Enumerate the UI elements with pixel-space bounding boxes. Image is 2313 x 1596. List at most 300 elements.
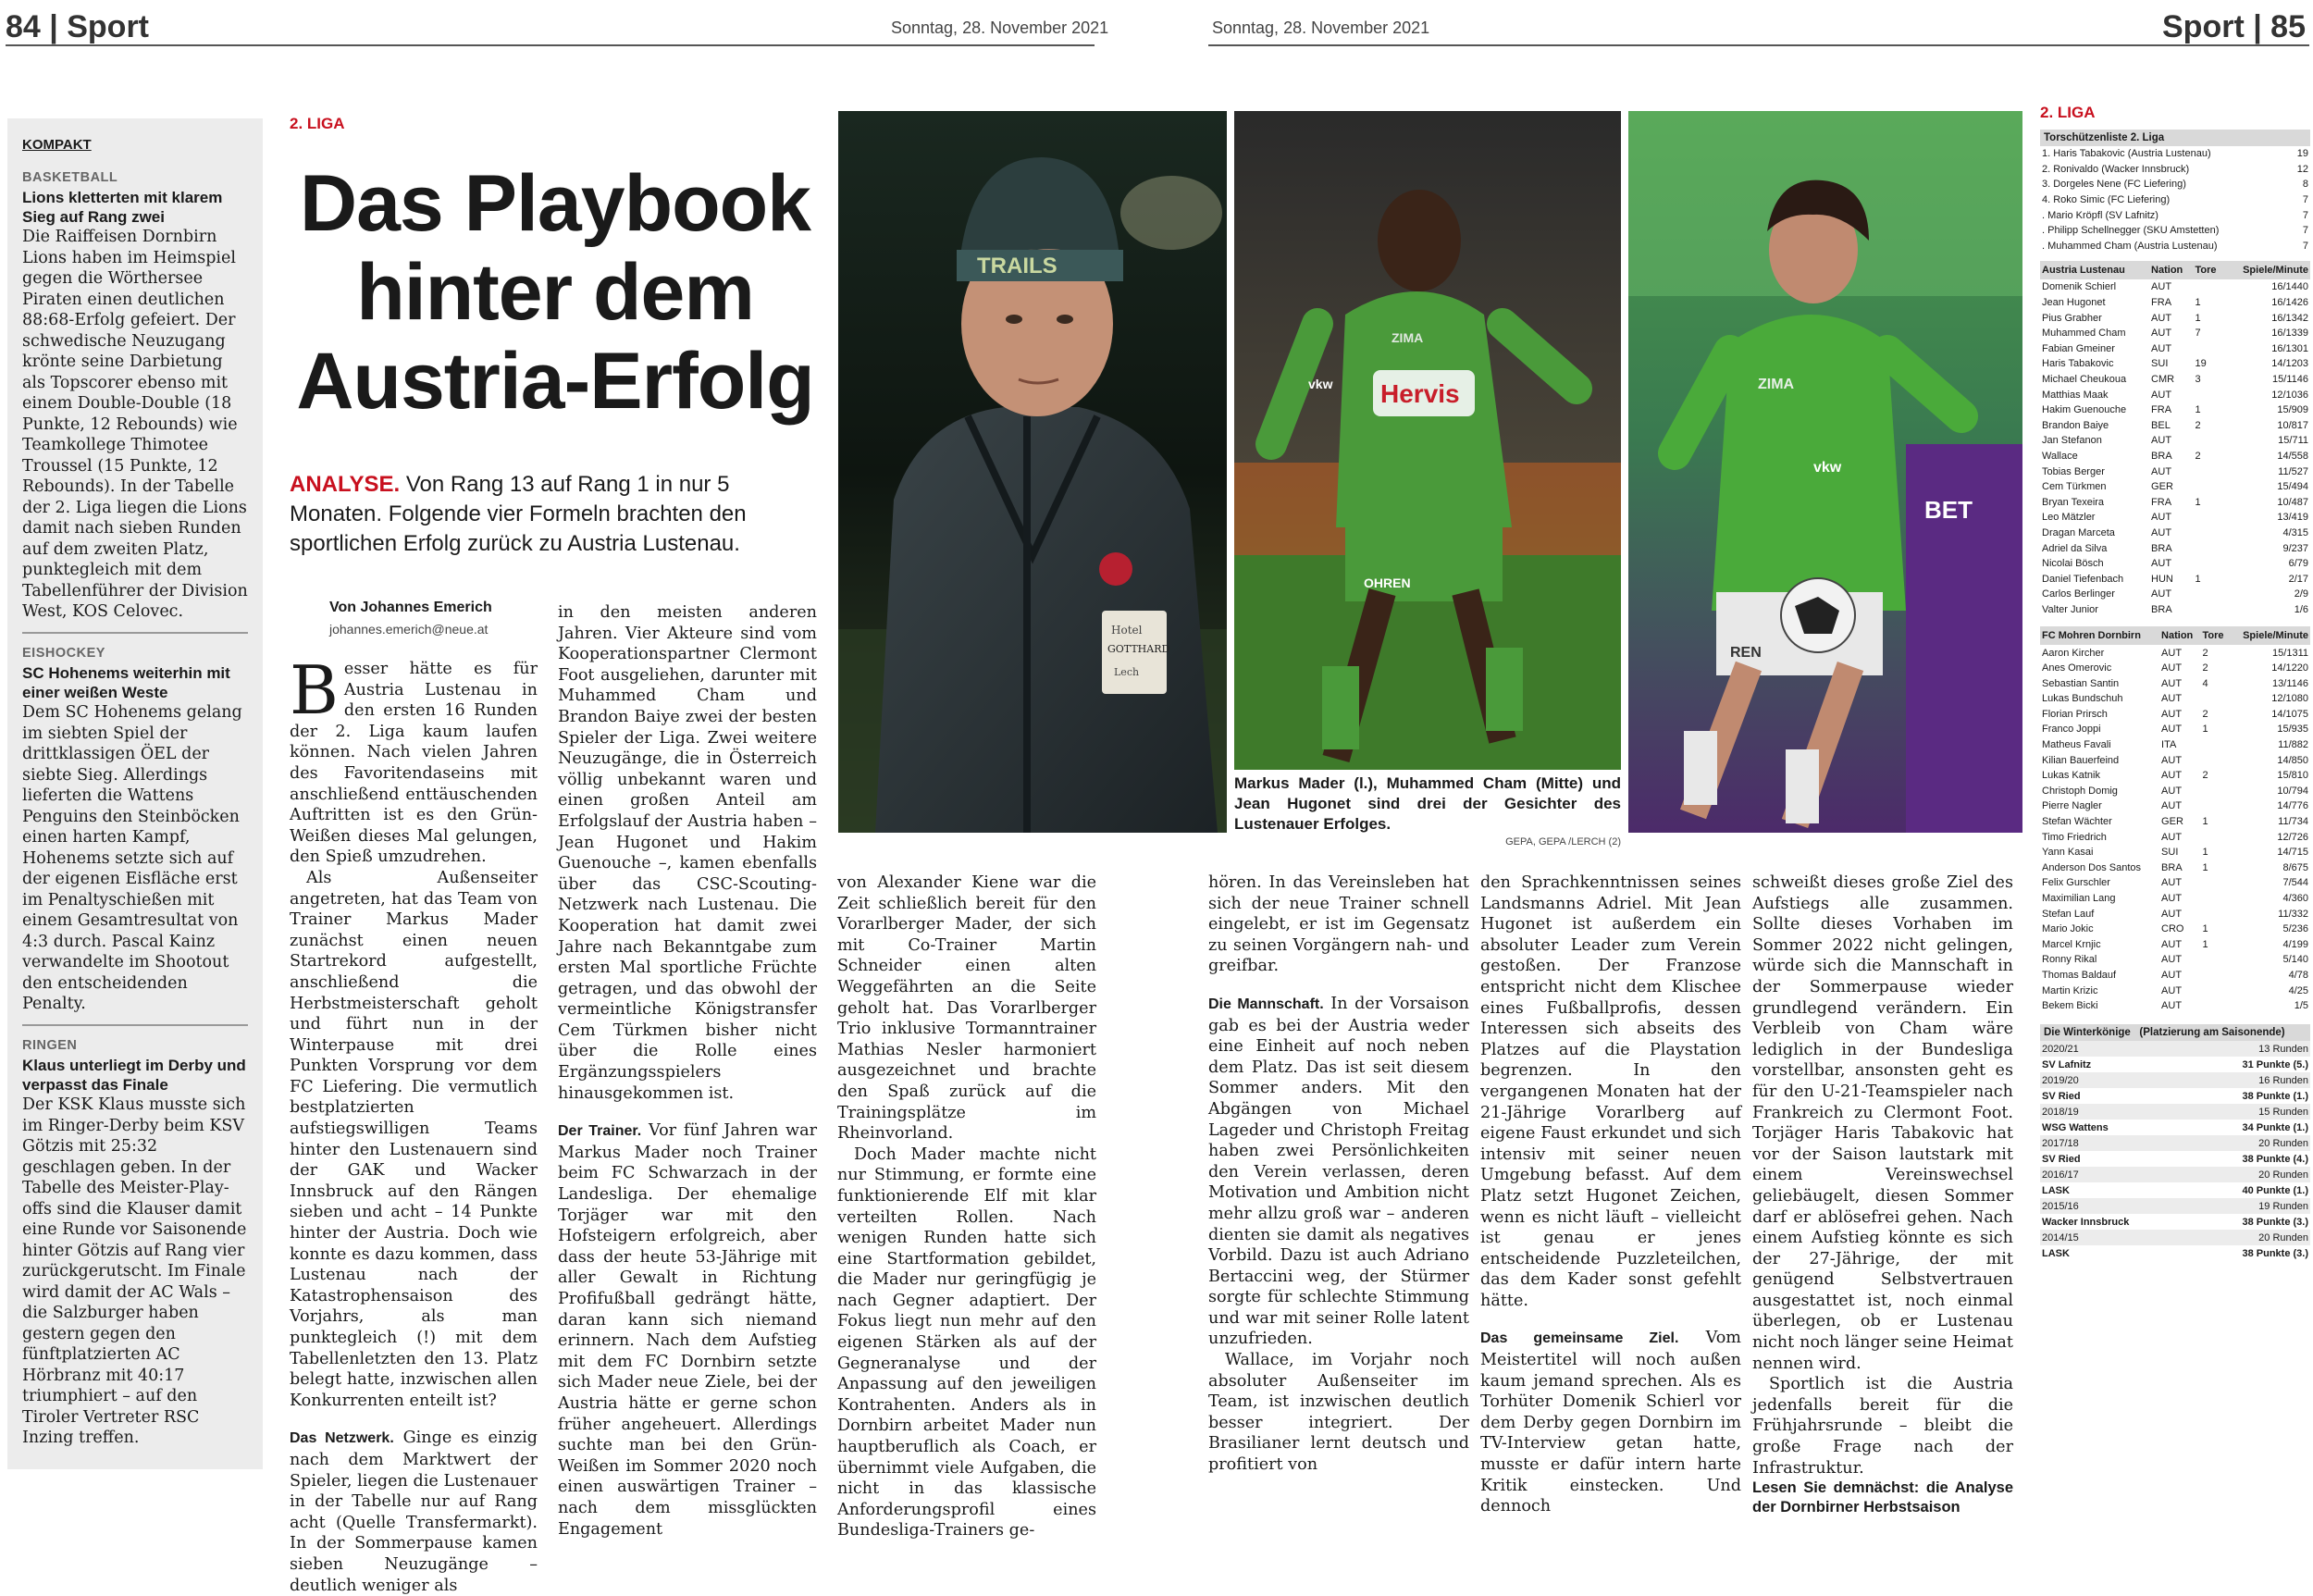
sidebar-category-ringen: RINGEN: [22, 1037, 78, 1053]
player-goals: [2193, 279, 2224, 295]
player-goals: 3: [2195, 374, 2201, 386]
player-nation: AUT: [2161, 693, 2183, 705]
subhead-mannschaft: Die Mannschaft.: [1208, 996, 1324, 1012]
table-row: [2040, 891, 2310, 907]
col-header: FC Mohren Dornbirn: [2040, 626, 2159, 645]
player-goals: 2: [2195, 450, 2201, 462]
table-row: [2040, 922, 2310, 937]
player-nation: GER: [2161, 816, 2183, 828]
left-date: Sonntag, 28. November 2021: [891, 19, 1109, 37]
player-name: Christoph Domig: [2042, 785, 2118, 797]
player-apps: 7/544: [2282, 877, 2308, 889]
right-date: Sonntag, 28. November 2021: [1212, 19, 1430, 37]
photo-jean-hugonet: [1628, 111, 2022, 833]
player-nation: BRA: [2151, 542, 2172, 554]
player-apps: 16/1342: [2271, 312, 2308, 324]
scorers-table: [2040, 146, 2310, 254]
winter-rounds: 15 Runden: [2193, 1104, 2310, 1120]
paragraph: [1480, 1328, 1741, 1516]
player-name: Wallace: [2042, 450, 2078, 462]
player-apps: 14/1075: [2271, 708, 2308, 720]
player-goals: [2193, 433, 2224, 449]
opponent-text: BET: [1924, 496, 1973, 524]
table-row: [2040, 875, 2310, 891]
winter-points: 38 Punkte (1.): [2242, 1090, 2308, 1102]
lead-text: Von Rang 13 auf Rang 1 in nur 5 Monaten. Folgende vier Formeln brachten den sportlichen Erfolg zurück zu Austria Lustenau.: [290, 472, 747, 556]
player-apps: 10/817: [2277, 419, 2308, 431]
player-goals: [2193, 540, 2224, 556]
player-nation: FRA: [2151, 297, 2172, 309]
photo-muhammed-cham: [1234, 111, 1621, 770]
player-apps: 16/1301: [2271, 342, 2308, 354]
table-row: [2040, 752, 2310, 768]
player-goals: 1: [2202, 923, 2208, 935]
player-nation: FRA: [2151, 496, 2172, 508]
player-name: Bekem Bicki: [2042, 1000, 2098, 1012]
player-goals: [2200, 952, 2229, 968]
player-apps: 14/715: [2277, 847, 2308, 859]
col-header: Tore: [2193, 261, 2224, 279]
table-row: [2040, 661, 2310, 676]
player-goals: 2: [2202, 662, 2208, 674]
article-column-6: [1752, 872, 2013, 1517]
player-goals: 1: [2195, 573, 2201, 585]
winter-rounds: 20 Runden: [2193, 1230, 2310, 1245]
player-apps: 2/17: [2288, 573, 2308, 585]
winter-team: WSG Wattens: [2042, 1121, 2109, 1133]
player-name: Lukas Bundschuh: [2042, 693, 2123, 705]
player-name: Jean Hugonet: [2042, 297, 2106, 309]
winter-season: 2019/20: [2040, 1072, 2193, 1088]
paragraph: [290, 651, 538, 868]
winter-points: 31 Punkte (5.): [2242, 1058, 2308, 1070]
player-nation: AUT: [2161, 708, 2183, 720]
player-name: Valter Junior: [2042, 603, 2098, 615]
col-header: Nation: [2149, 261, 2193, 279]
subhead-trainer: Der Trainer.: [558, 1123, 642, 1140]
lustenau-table: [2040, 261, 2310, 617]
player-goals: [2200, 875, 2229, 891]
player-name: Martin Krizic: [2042, 984, 2098, 996]
col-header: Austria Lustenau: [2040, 261, 2149, 279]
table-row: [2040, 494, 2310, 510]
badge-text: Lech: [1114, 666, 1140, 678]
paragraph-text: Ginge es einzig nach dem Marktwert der Spieler, liegen die Lustenauer in der Tabelle nur auf Rang acht (Quelle Transfermarkt). In der Sommerpause kamen sieben Neuzugänge – deutlich weniger als: [290, 1429, 538, 1595]
table-row: [2040, 177, 2310, 192]
table-row: [2040, 737, 2310, 753]
player-name: Pierre Nagler: [2042, 800, 2102, 812]
jersey-brand: ZIMA: [1392, 330, 1424, 345]
winter-season: 2016/17: [2040, 1167, 2193, 1182]
left-folio: 84 | Sport: [6, 9, 149, 44]
player-apps: 10/487: [2277, 496, 2308, 508]
table-row: [2040, 341, 2310, 357]
player-nation: AUT: [2151, 526, 2172, 538]
sidebar-headline-eishockey: SC Hohenems weiterhin mit einer weißen Weste: [22, 664, 230, 701]
winter-season: 2018/19: [2040, 1104, 2193, 1120]
teaser: Lesen Sie demnächst: die Analyse der Dornbirner Herbstsaison: [1752, 1479, 2013, 1516]
player-goals: [2200, 752, 2229, 768]
player-apps: 12/1036: [2271, 389, 2308, 401]
player-goals: [2193, 510, 2224, 526]
sidebar-body-eishockey: Dem SC Hohenems gelang im siebten Spiel der drittklassigen ÖEL der siebte Sieg. Allerdings lieferten die Wattens Penguins den Steinböcken einen harten Kampf, Hohenems setzte sich auf der eigenen Eisfläche erst im Penaltyschießen mit einem Gesamtresultat von 4:3 durch. Pascal Kainz verwandelte im Shootout den entscheidenden Penalty.: [22, 703, 242, 1013]
winter-points: 38 Punkte (3.): [2242, 1247, 2308, 1259]
photo-caption: [1234, 773, 1621, 847]
player-goals: 4: [2202, 677, 2208, 689]
player-nation: AUT: [2161, 984, 2183, 996]
player-apps: 2/9: [2294, 588, 2308, 600]
winter-team: LASK: [2042, 1247, 2070, 1259]
player-name: Daniel Tiefenbach: [2042, 573, 2124, 585]
player-apps: 6/79: [2288, 558, 2308, 570]
player-nation: AUT: [2161, 785, 2183, 797]
player-nation: SUI: [2151, 358, 2169, 370]
article-kicker: 2. LIGA: [290, 115, 345, 132]
drop-cap: B: [290, 651, 339, 729]
table-row: [2040, 814, 2310, 830]
table-row: [2040, 295, 2310, 311]
table-row: [2040, 968, 2310, 984]
player-nation: FRA: [2151, 404, 2172, 416]
scorer-name: 3. Dorgeles Nene (FC Liefering): [2042, 179, 2186, 191]
table-row: [2040, 937, 2310, 953]
table-row: [2040, 1214, 2310, 1230]
col-header: Spiele/Minute: [2230, 626, 2310, 645]
jersey-brand: ZIMA: [1758, 377, 1795, 392]
paragraph: hören. In das Vereinsleben hat sich der neue Trainer schnell eingelebt, er ist im Gegensatz zu seinen Vorgängern nah- und greifbar.: [1208, 873, 1469, 976]
article-column-3: [837, 872, 1096, 1541]
player-goals: 1: [2195, 404, 2201, 416]
table-row: [2040, 372, 2310, 388]
sidebar-divider: [22, 632, 248, 634]
player-apps: 15/810: [2277, 770, 2308, 782]
player-name: Domenik Schierl: [2042, 281, 2117, 293]
player-name: Hakim Guenouche: [2042, 404, 2127, 416]
paragraph: [290, 1428, 538, 1596]
player-apps: 15/1146: [2272, 374, 2308, 386]
winter-table: [2040, 1041, 2310, 1261]
table-row: [2040, 587, 2310, 602]
player-goals: [2193, 464, 2224, 479]
winter-season: 2017/18: [2040, 1135, 2193, 1151]
sidebar-category-basketball: BASKETBALL: [22, 169, 118, 185]
player-apps: 16/1440: [2271, 281, 2308, 293]
winter-season: 2020/21: [2040, 1041, 2193, 1057]
player-nation: AUT: [2151, 465, 2172, 477]
player-name: Muhammed Cham: [2042, 328, 2126, 340]
article-column-2: [558, 602, 817, 1540]
player-apps: 15/711: [2278, 435, 2308, 447]
table-row: [2040, 1104, 2310, 1120]
table-row: [2040, 540, 2310, 556]
paragraph-text: esser hätte es für Austria Lustenau in den ersten 16 Runden der 2. Liga kaum laufen können. Nach vielen Jahren des Favoritendaseins mit anschließend enttäuschenden Auftritten ist es den Grün-Weißen dieses Mal gelungen, den Spieß umzudrehen.: [290, 660, 538, 867]
player-goals: [2193, 387, 2224, 402]
player-nation: AUT: [2161, 770, 2183, 782]
scorer-goals: 8: [2302, 179, 2308, 191]
table-row: [2040, 1245, 2310, 1261]
table-row: [2040, 1167, 2310, 1182]
player-goals: 2: [2202, 647, 2208, 659]
player-apps: 4/25: [2288, 984, 2308, 996]
paragraph: [558, 1120, 817, 1540]
player-apps: 1/5: [2294, 1000, 2308, 1012]
player-nation: AUT: [2161, 754, 2183, 766]
table-row: [2040, 479, 2310, 495]
table-row: [2040, 146, 2310, 162]
player-apps: 13/1146: [2272, 677, 2308, 689]
winter-rounds: 20 Runden: [2193, 1167, 2310, 1182]
table-row: [2040, 675, 2310, 691]
table-row: [2040, 571, 2310, 587]
table-row: [2040, 691, 2310, 707]
table-row: [2040, 207, 2310, 223]
table-row: [2040, 556, 2310, 572]
player-nation: AUT: [2161, 677, 2183, 689]
paragraph-text: In der Vorsaison gab es bei der Austria weder eine Einheit auf noch neben dem Platz. Das ist seit diesem Sommer anders. Mit den Abgängen von Michael Lageder und Christoph Freitag haben zwei Persönlichkeiten den Verein verlassen, deren Motivation und Ambition nicht mehr allzu groß war – anderen dienten sie damit als negatives Vorbild. Dazu ist auch Adriano Bertaccini weg, der Stürmer sorgte für schlechte Stimmung und war mit seiner Rolle latent unzufrieden.: [1208, 994, 1469, 1349]
scorer-goals: 7: [2302, 225, 2308, 237]
shorts-text: REN: [1730, 645, 1762, 661]
player-name: Stefan Lauf: [2042, 908, 2095, 920]
sidebar-kicker: KOMPAKT: [22, 137, 92, 153]
table-header: [2040, 626, 2310, 645]
player-apps: 12/726: [2277, 831, 2308, 843]
player-goals: 2: [2202, 708, 2208, 720]
winter-points: 34 Punkte (1.): [2242, 1121, 2308, 1133]
sleeve-text: vkw: [1813, 460, 1842, 476]
table-row: [2040, 952, 2310, 968]
player-apps: 14/1220: [2271, 662, 2308, 674]
table-row: [2040, 433, 2310, 449]
player-goals: 1: [2202, 861, 2208, 873]
scorer-goals: 19: [2296, 148, 2308, 160]
winter-points: 38 Punkte (4.): [2242, 1153, 2308, 1165]
player-name: Mario Jokic: [2042, 923, 2094, 935]
player-name: Tobias Berger: [2042, 465, 2105, 477]
badge-text: GOTTHARD: [1107, 643, 1170, 655]
table-row: [2040, 192, 2310, 208]
table-row: [2040, 418, 2310, 434]
player-nation: AUT: [2161, 908, 2183, 920]
player-goals: [2193, 526, 2224, 541]
paragraph: Doch Mader machte nicht nur Stimmung, er formte eine funktionierende Elf mit klar verteilten Rollen. Nach wenigen Runden hatte sich eine Startformation gebildet, die Mader nur geringfügig je nach Gegner adaptiert. Der Fokus liegt nun mehr auf den eigenen Stärken als auf der Gegneranalyse und der Anpassung auf den jeweiligen Kontrahenten. Anders als in Dornbirn arbeitet Mader nun hauptberuflich als Coach, er übernimmt viele Aufgaben, die nicht in das klassische Anforderungsprofil eines Bundesliga-Trainers ge-: [837, 1144, 1096, 1540]
player-goals: [2200, 691, 2229, 707]
table-row: [2040, 1088, 2310, 1104]
player-goals: [2200, 968, 2229, 984]
paragraph: Wallace, im Vorjahr noch absoluter Außenseiter im Team, ist inzwischen deutlich besser integriert. Der Brasilianer lernt deutsch und profitiert von: [1208, 1351, 1469, 1475]
sidebar-body-ringen: Der KSK Klaus musste sich im Ringer-Derby beim KSV Götzis mit 25:32 geschlagen geben. In der Tabelle des Meister-Play-offs sind die Klauser damit eine Runde vor Saisonende hinter Götzis auf Rang vier zurückgerutscht. Im Finale wird damit der AC Wals – die Salzburger haben gestern gegen den fünftplatzierten AC Hörbranz mit 40:17 triumphiert – auf den Tiroler Vertreter RSC Inzing treffen.: [22, 1095, 247, 1447]
player-apps: 16/1339: [2271, 328, 2308, 340]
player-apps: 11/332: [2278, 908, 2308, 920]
player-nation: AUT: [2161, 800, 2183, 812]
player-nation: GER: [2151, 481, 2173, 493]
paragraph: schweißt dieses große Ziel des Aufstiegs alle zusammen. Sollte dieses Vorhaben im Sommer 2022 nicht gelingen, würde sich die Mannschaft in der Sommerpause wieder grundlegend verändern. Ein Verbleib von Cham wäre lediglich in der Bundesliga vorstellbar, ansonsten geht es für den U-21-Teamspieler nach Frankreich zu Clermont Foot. Torjäger Haris Tabakovic hat vor der Saison lautstark mit einem Vereinswechsel geliebäugelt, diesen Sommer darf er ablösefrei gehen. Nach einem Aufstieg könnte es sich der 27-Jährige, der mit genügend Selbstvertrauen ausgestattet ist, noch einmal überlegen, ob er Lustenau nicht noch länger seine Heimat nennen wird.: [1752, 873, 2013, 1373]
table-row: [2040, 326, 2310, 341]
scorer-goals: 7: [2302, 209, 2308, 221]
table-row: [2040, 707, 2310, 723]
player-name: Florian Prirsch: [2042, 708, 2108, 720]
player-apps: 8/675: [2282, 861, 2308, 873]
winter-points: 40 Punkte (1.): [2242, 1184, 2308, 1196]
player-name: Lukas Katnik: [2042, 770, 2100, 782]
player-goals: 2: [2202, 770, 2208, 782]
winter-team: SV Ried: [2042, 1153, 2081, 1165]
player-apps: 5/140: [2282, 954, 2308, 966]
table-row: [2040, 239, 2310, 254]
table-row: [2040, 798, 2310, 814]
player-apps: 4/78: [2288, 969, 2308, 981]
player-name: Franco Joppi: [2042, 724, 2101, 736]
player-apps: 16/1426: [2271, 297, 2308, 309]
winter-rounds: 16 Runden: [2193, 1072, 2310, 1088]
table-row: [2040, 1135, 2310, 1151]
player-goals: 7: [2195, 328, 2201, 340]
player-nation: AUT: [2161, 877, 2183, 889]
player-goals: [2200, 829, 2229, 845]
player-nation: AUT: [2161, 831, 2183, 843]
winter-points: 38 Punkte (3.): [2242, 1216, 2308, 1228]
byline-author: Von Johannes Emerich: [329, 600, 492, 615]
table-row: [2040, 387, 2310, 402]
player-name: Stefan Wächter: [2042, 816, 2112, 828]
scorer-name: . Muhammed Cham (Austria Lustenau): [2042, 240, 2218, 252]
player-goals: 1: [2202, 847, 2208, 859]
player-apps: 5/236: [2282, 923, 2308, 935]
paragraph-text: Vom Meistertitel will noch außen kaum jemand sprechen. Als es Torhüter Domenik Schierl vor dem Derby gegen Dornbirn im TV-Interview getan hatte, musste er dafür intern harte Kritik einstecken. Und dennoch: [1480, 1329, 1741, 1516]
player-nation: AUT: [2151, 435, 2172, 447]
table-row: [2040, 1120, 2310, 1135]
player-nation: AUT: [2151, 281, 2172, 293]
player-goals: [2200, 784, 2229, 799]
table-header: [2040, 261, 2310, 279]
player-goals: [2200, 737, 2229, 753]
player-nation: AUT: [2151, 312, 2172, 324]
table-row: [2040, 356, 2310, 372]
player-goals: 1: [2195, 496, 2201, 508]
player-nation: BEL: [2151, 419, 2171, 431]
player-nation: AUT: [2161, 724, 2183, 736]
player-name: Matthias Maak: [2042, 389, 2109, 401]
table-row: [2040, 310, 2310, 326]
player-name: Brandon Baiye: [2042, 419, 2109, 431]
player-name: Pius Grabher: [2042, 312, 2102, 324]
table-row: [2040, 784, 2310, 799]
player-name: Maximilian Lang: [2042, 893, 2116, 905]
scorer-goals: 7: [2302, 194, 2308, 206]
player-name: Leo Mätzler: [2042, 512, 2096, 524]
player-apps: 11/527: [2278, 465, 2308, 477]
table-row: [2040, 449, 2310, 464]
paragraph: [1208, 994, 1469, 1350]
kompakt-sidebar: [7, 118, 263, 1469]
dornbirn-table: [2040, 626, 2310, 1013]
player-goals: [2193, 602, 2224, 618]
byline-email: johannes.emerich@neue.at: [329, 622, 489, 637]
table-row: [2040, 998, 2310, 1014]
headline-line: Austria-Erfolg: [296, 337, 814, 426]
scorer-name: . Philipp Schellnegger (SKU Amstetten): [2042, 225, 2220, 237]
table-row: [2040, 768, 2310, 784]
player-nation: AUT: [2151, 342, 2172, 354]
player-nation: CRO: [2161, 923, 2184, 935]
player-name: Michael Cheukoua: [2042, 374, 2127, 386]
player-nation: HUN: [2151, 573, 2173, 585]
player-goals: 19: [2195, 358, 2207, 370]
player-goals: [2200, 998, 2229, 1014]
headline-line: hinter dem: [356, 248, 754, 337]
winter-rounds: 20 Runden: [2193, 1135, 2310, 1151]
player-nation: AUT: [2161, 893, 2183, 905]
player-nation: BRA: [2151, 450, 2172, 462]
header-rule-right: [1208, 44, 2309, 46]
paragraph: in den meisten anderen Jahren. Vier Akteure sind vom Kooperationspartner Clermont Foot ausgeliehen, darunter mit Muhammed Cham und Brandon Baiye zwei der besten Spieler der Liga. Zwei weitere Neuzugänge, die in Österreich völlig unbekannt waren und einen großen Anteil am Erfolgslauf der Austria haben – Jean Hugonet und Hakim Guenouche –, kamen ebenfalls über das CSC-Scouting-Netzwerk nach Lustenau. Die Kooperation hat damit zwei Jahre nach Bekanntgabe zum ersten Mal sportliche Früchte getragen, und das obwohl der vermeintliche Königstransfer Cem Türkmen bisher nicht über die Rolle eines Ergänzungsspielers hinausgekommen ist.: [558, 603, 817, 1103]
player-goals: [2200, 906, 2229, 922]
sidebar-category-eishockey: EISHOCKEY: [22, 645, 105, 661]
stats-kicker: 2. LIGA: [2040, 104, 2096, 121]
sidebar-headline-ringen: Klaus unterliegt im Derby und verpasst das Finale: [22, 1057, 246, 1094]
headline-line: Das Playbook: [300, 159, 810, 248]
col-header: Nation: [2159, 626, 2200, 645]
table-row: [2040, 906, 2310, 922]
player-name: Timo Friedrich: [2042, 831, 2107, 843]
table-row: [2040, 510, 2310, 526]
player-apps: 15/935: [2277, 724, 2308, 736]
player-apps: 14/850: [2277, 754, 2308, 766]
player-nation: BRA: [2151, 603, 2172, 615]
player-goals: 1: [2202, 724, 2208, 736]
sidebar-headline-basketball: Lions kletterten mit klarem Sieg auf Rang zwei: [22, 189, 223, 226]
player-goals: 1: [2202, 938, 2208, 950]
table-row: [2040, 223, 2310, 239]
paragraph: den Sprachkenntnissen seines Landsmanns Adriel. Mit Jean Hugonet ist außerdem ein absoluter Leader zum Verein gestoßen. Der Franzose entspricht nicht dem Klischee eines Fußballprofis, dessen Interessen sich abseits des Platzes auf die Playstation begrenzen. In den vergangenen Monaten hat der 21-Jährige Vorarlberg auf eigene Faust erkundet und sich intensiv mit seiner neuen Umgebung befasst. Auf dem Platz setzt Hugonet Zeichen, wenn es nicht läuft – vielleicht ist genau er jenes entscheidende Puzzleteilchen, das dem Kader sonst gefehlt hätte.: [1480, 873, 1741, 1310]
player-nation: AUT: [2161, 1000, 2183, 1012]
player-apps: 15/909: [2277, 404, 2308, 416]
player-goals: 1: [2195, 297, 2201, 309]
table-row: [2040, 1072, 2310, 1088]
player-goals: [2193, 341, 2224, 357]
col-header: Spiele/Minute: [2224, 261, 2310, 279]
shorts-text: OHREN: [1364, 575, 1411, 590]
player-name: Marcel Krnjic: [2042, 938, 2101, 950]
player-name: Anes Omerovic: [2042, 662, 2112, 674]
player-apps: 4/315: [2282, 526, 2308, 538]
winter-title-text: Die Winterkönige: [2044, 1027, 2131, 1039]
article-column-5: [1480, 872, 1741, 1517]
col-header: Tore: [2200, 626, 2229, 645]
winter-team: LASK: [2042, 1184, 2070, 1196]
player-name: Cem Türkmen: [2042, 481, 2107, 493]
table-row: [2040, 1151, 2310, 1167]
table-row: [2040, 402, 2310, 418]
player-goals: [2200, 983, 2229, 998]
table-row: [2040, 722, 2310, 737]
player-name: Bryan Texeira: [2042, 496, 2105, 508]
scorer-goals: 12: [2296, 163, 2308, 175]
table-row: [2040, 1230, 2310, 1245]
winter-team: SV Ried: [2042, 1090, 2081, 1102]
player-nation: BRA: [2161, 861, 2183, 873]
player-name: Adriel da Silva: [2042, 542, 2108, 554]
badge-text: Hotel: [1111, 624, 1143, 637]
winter-team: Wacker Innsbruck: [2042, 1216, 2130, 1228]
scorer-name: 1. Haris Tabakovic (Austria Lustenau): [2042, 148, 2211, 160]
table-row: [2040, 526, 2310, 541]
winter-subtitle: (Platzierung am Saisonende): [2139, 1027, 2285, 1039]
player-name: Thomas Baldauf: [2042, 969, 2117, 981]
winter-team: SV Lafnitz: [2042, 1058, 2092, 1070]
table-row: [2040, 1057, 2310, 1072]
table-row: [2040, 464, 2310, 479]
table-row: [2040, 1041, 2310, 1057]
